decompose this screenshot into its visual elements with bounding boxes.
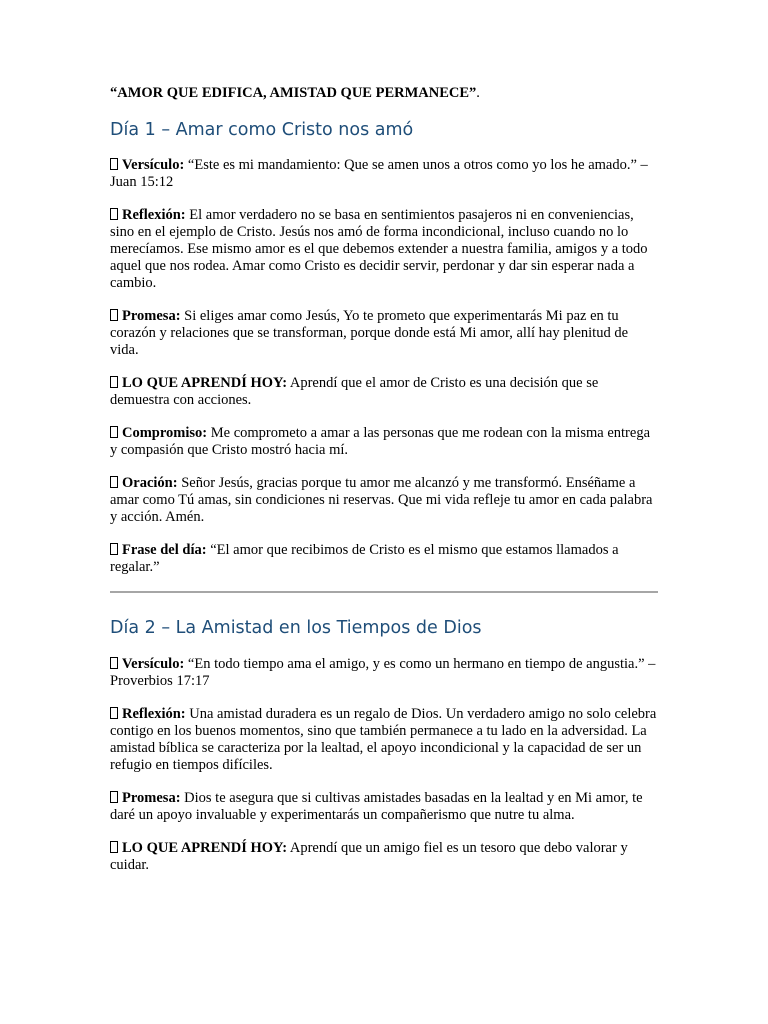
box-glyph-icon [110,426,118,438]
compromiso-label: Compromiso: [122,425,208,441]
box-glyph-icon [110,707,118,719]
day-1-compromiso [110,425,658,459]
oracion-label: Oración: [122,475,178,491]
promesa-text: Si eliges amar como Jesús, Yo te prometo que experimentarás Mi paz en tu corazón y relaciones que se transforman, porque donde está Mi amor, allí hay plenitud de vida. [110,308,629,358]
frase-label: Frase del día: [122,542,207,558]
reflexion-label: Reflexión: [122,706,186,722]
aprendi-label: LO QUE APRENDÍ HOY: [122,840,288,856]
promesa-label: Promesa: [122,790,181,806]
day-2-promesa [110,790,658,824]
box-glyph-icon [110,158,118,170]
promesa-label: Promesa: [122,308,181,324]
aprendi-text: Aprendí que el amor de Cristo es una decisión que se demuestra con acciones. [110,375,599,408]
day-1-reflexion [110,207,658,292]
section-separator [110,591,658,593]
box-glyph-icon [110,376,118,388]
day-2-heading: Día 2 – La Amistad en los Tiempos de Dios [110,618,482,638]
document-title-suffix: . [476,85,480,101]
versiculo-text: “En todo tiempo ama el amigo, y es como un hermano en tiempo de angustia.” – Proverbios 17:17 [110,656,656,689]
aprendi-label: LO QUE APRENDÍ HOY: [122,375,288,391]
box-glyph-icon [110,841,118,853]
day-1-aprendi [110,375,658,409]
day-1-frase [110,542,658,576]
box-glyph-icon [110,309,118,321]
day-2-aprendi [110,840,658,874]
document-title [110,84,658,102]
oracion-text: Señor Jesús, gracias porque tu amor me alcanzó y me transformó. Enséñame a amar como Tú amas, sin condiciones ni reservas. Que mi vida refleje tu amor en cada palabra y acción. Amén. [110,475,653,525]
document-title-text: “AMOR QUE EDIFICA, AMISTAD QUE PERMANECE” [110,85,477,101]
frase-text: “El amor que recibimos de Cristo es el mismo que estamos llamados a regalar.” [110,542,619,575]
document-content [110,84,658,874]
day-1-oracion [110,475,658,526]
aprendi-text: Aprendí que un amigo fiel es un tesoro que debo valorar y cuidar. [110,840,628,873]
day-2-reflexion [110,706,658,774]
day-1-heading: Día 1 – Amar como Cristo nos amó [110,120,414,140]
box-glyph-icon [110,657,118,669]
day-1-versiculo [110,157,658,191]
day-1-promesa [110,308,658,359]
reflexion-text: Una amistad duradera es un regalo de Dios. Un verdadero amigo no solo celebra contigo en los buenos momentos, sino que también permanece a tu lado en la adversidad. La amistad bíblica se caracteriza por la lealtad, el apoyo incondicional y la capacidad de ser un refugio en tiempos difíciles. [110,706,657,773]
versiculo-label: Versículo: [122,656,185,672]
versiculo-label: Versículo: [122,157,185,173]
box-glyph-icon [110,476,118,488]
versiculo-text: “Este es mi mandamiento: Que se amen unos a otros como yo los he amado.” – Juan 15:12 [110,157,648,190]
reflexion-label: Reflexión: [122,207,186,223]
promesa-text: Dios te asegura que si cultivas amistades basadas en la lealtad y en Mi amor, te daré un apoyo invaluable y experimentarás un compañerismo que nutre tu alma. [110,790,643,823]
box-glyph-icon [110,543,118,555]
box-glyph-icon [110,791,118,803]
compromiso-text: Me comprometo a amar a las personas que me rodean con la misma entrega y compasión que Cristo mostró hacia mí. [110,425,651,458]
box-glyph-icon [110,208,118,220]
day-2-versiculo [110,656,658,690]
reflexion-text: El amor verdadero no se basa en sentimientos pasajeros ni en conveniencias, sino en el ejemplo de Cristo. Jesús nos amó de forma incondicional, incluso cuando no lo merecíamos. Ese mismo amor es el que debemos extender a nuestra familia, amigos y a todo aquel que nos rodea. Amar como Cristo es decidir servir, perdonar y dar sin esperar nada a cambio. [110,207,648,291]
